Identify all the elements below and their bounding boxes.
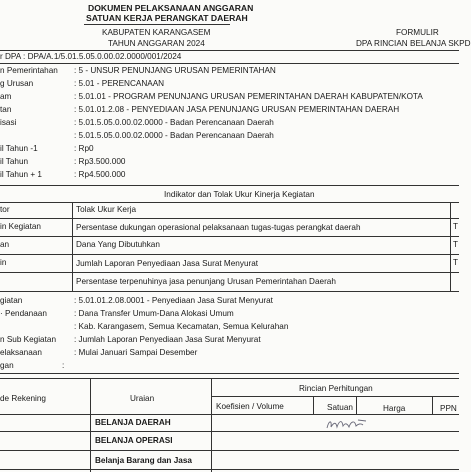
- col-rincian: Rincian Perhitungan: [299, 384, 373, 393]
- indicator-row-label: an: [0, 240, 10, 249]
- row-rule: [0, 469, 459, 470]
- col-satuan: Satuan: [327, 403, 353, 412]
- col-rule: [432, 396, 433, 414]
- info-label: il Tahun: [0, 157, 29, 166]
- col-rule: [450, 202, 451, 291]
- indicator-col-label: tor: [0, 205, 10, 214]
- header-divider: [0, 50, 459, 51]
- sub-value: : Kab. Karangasem, Semua Kecamatan, Semua Kelurahan: [74, 322, 289, 331]
- row-rule: [0, 272, 459, 273]
- info-value: : 5.01.01 - PROGRAM PENUNJANG URUSAN PEMERINTAHAN DAERAH KABUPATEN/KOTA: [74, 92, 423, 101]
- indicator-col-measure: Tolak Ukur Kerja: [76, 205, 137, 214]
- col-rule: [313, 396, 314, 414]
- info-value: : 5.01.01.2.08 - PENYEDIAAN JASA PENUNJANG URUSAN PEMERINTAHAN DAERAH: [74, 105, 400, 114]
- indicator-row-edge: T: [453, 222, 459, 231]
- info-value: : 5.01 - PERENCANAAN: [74, 79, 165, 88]
- col-rule: [356, 396, 357, 414]
- row-rule: [0, 414, 459, 415]
- info-value: : 5 - UNSUR PENUNJANG URUSAN PEMERINTAHAN: [74, 66, 276, 75]
- row-rule: [0, 202, 459, 203]
- region-name: KABUPATEN KARANGASEM: [102, 28, 211, 37]
- info-value: : 5.01.5.05.0.00.02.0000 - Badan Perencanaan Daerah: [74, 118, 274, 127]
- info-label: tan: [0, 105, 12, 114]
- info-label: n Pemerintahan: [0, 66, 58, 75]
- col-uraian: Uraian: [130, 394, 155, 403]
- col-kode-rekening: de Rekening: [0, 394, 46, 403]
- sub-label: gan: [0, 361, 14, 370]
- sub-label: · Pendanaan: [0, 309, 47, 318]
- dpa-number: r DPA : DPA/A.1/5.01.5.05.0.00.02.0000/001/2024: [0, 52, 182, 61]
- indicator-row-value: Persentase terpenuhinya jasa penunjang Urusan Pemerintahan Daerah: [76, 277, 336, 286]
- col-rule: [72, 202, 73, 291]
- info-divider: [0, 63, 459, 64]
- sub-value: :: [62, 361, 65, 370]
- info-label: il Tahun + 1: [0, 170, 42, 179]
- sub-value: : Mulai Januari Sampai Desember: [74, 348, 198, 357]
- info-label: isasi: [0, 118, 17, 127]
- info-label: g Urusan: [0, 79, 34, 88]
- col-koefisien: Koefisien / Volume: [216, 402, 284, 411]
- info-label: am: [0, 92, 12, 101]
- doc-title-line1: DOKUMEN PELAKSANAAN ANGGARAN: [88, 3, 254, 13]
- row-rule: [0, 254, 459, 255]
- info-value: : Rp0: [74, 144, 94, 153]
- sub-label: n Sub Kegiatan: [0, 335, 56, 344]
- sub-value: : 5.01.01.2.08.0001 - Penyediaan Jasa Surat Menyurat: [74, 296, 273, 305]
- indicator-row-label: in: [0, 258, 7, 267]
- sub-label: elaksanaan: [0, 348, 42, 357]
- indicator-heading: Indikator dan Tolak Ukur Kinerja Kegiatan: [164, 190, 315, 199]
- sub-value: : Dana Transfer Umum-Dana Alokasi Umum: [74, 309, 234, 318]
- indicator-row-edge: T: [453, 258, 459, 267]
- row-rule: [0, 236, 459, 237]
- info-value: : Rp4.500.000: [74, 170, 126, 179]
- sub-value: : Jumlah Laporan Penyediaan Jasa Surat Menyurat: [74, 335, 261, 344]
- row-rule: [211, 396, 459, 397]
- handwritten-signature: [325, 416, 369, 432]
- table-row: Belanja Barang dan Jasa: [95, 456, 192, 465]
- indicator-row-value: Dana Yang Dibutuhkan: [76, 240, 160, 249]
- row-rule: [0, 378, 459, 379]
- row-rule: [0, 291, 459, 292]
- info-bottom-rule: [0, 185, 459, 186]
- col-rule: [211, 378, 212, 472]
- row-rule: [0, 431, 459, 432]
- indicator-row-value: Persentase dukungan operasional pelaksanaan tugas-tugas perangkat daerah: [76, 223, 361, 232]
- sub-label: giatan: [0, 296, 23, 305]
- title-underline: [84, 24, 230, 25]
- info-value: : 5.01.5.05.0.00.02.0000 - Badan Perencanaan Daerah: [74, 131, 274, 140]
- form-name: DPA RINCIAN BELANJA SKPD: [356, 39, 471, 48]
- sub-bottom-rule: [0, 373, 459, 374]
- col-harga: Harga: [383, 404, 406, 413]
- col-ppn: PPN: [440, 404, 457, 413]
- row-rule: [0, 450, 459, 451]
- indicator-row-label: in Kegiatan: [0, 222, 41, 231]
- col-rule: [90, 378, 91, 472]
- row-rule: [0, 218, 459, 219]
- table-row: BELANJA OPERASI: [95, 436, 173, 445]
- indicator-row-edge: T: [453, 240, 459, 249]
- table-row: BELANJA DAERAH: [95, 418, 171, 427]
- info-value: : Rp3.500.000: [74, 157, 126, 166]
- doc-title-line2: SATUAN KERJA PERANGKAT DAERAH: [86, 13, 248, 23]
- indicator-row-value: Jumlah Laporan Penyediaan Jasa Surat Menyurat: [76, 259, 259, 268]
- form-label: FORMULIR: [396, 28, 439, 37]
- budget-year: TAHUN ANGGARAN 2024: [108, 39, 205, 48]
- info-label: il Tahun -1: [0, 144, 38, 153]
